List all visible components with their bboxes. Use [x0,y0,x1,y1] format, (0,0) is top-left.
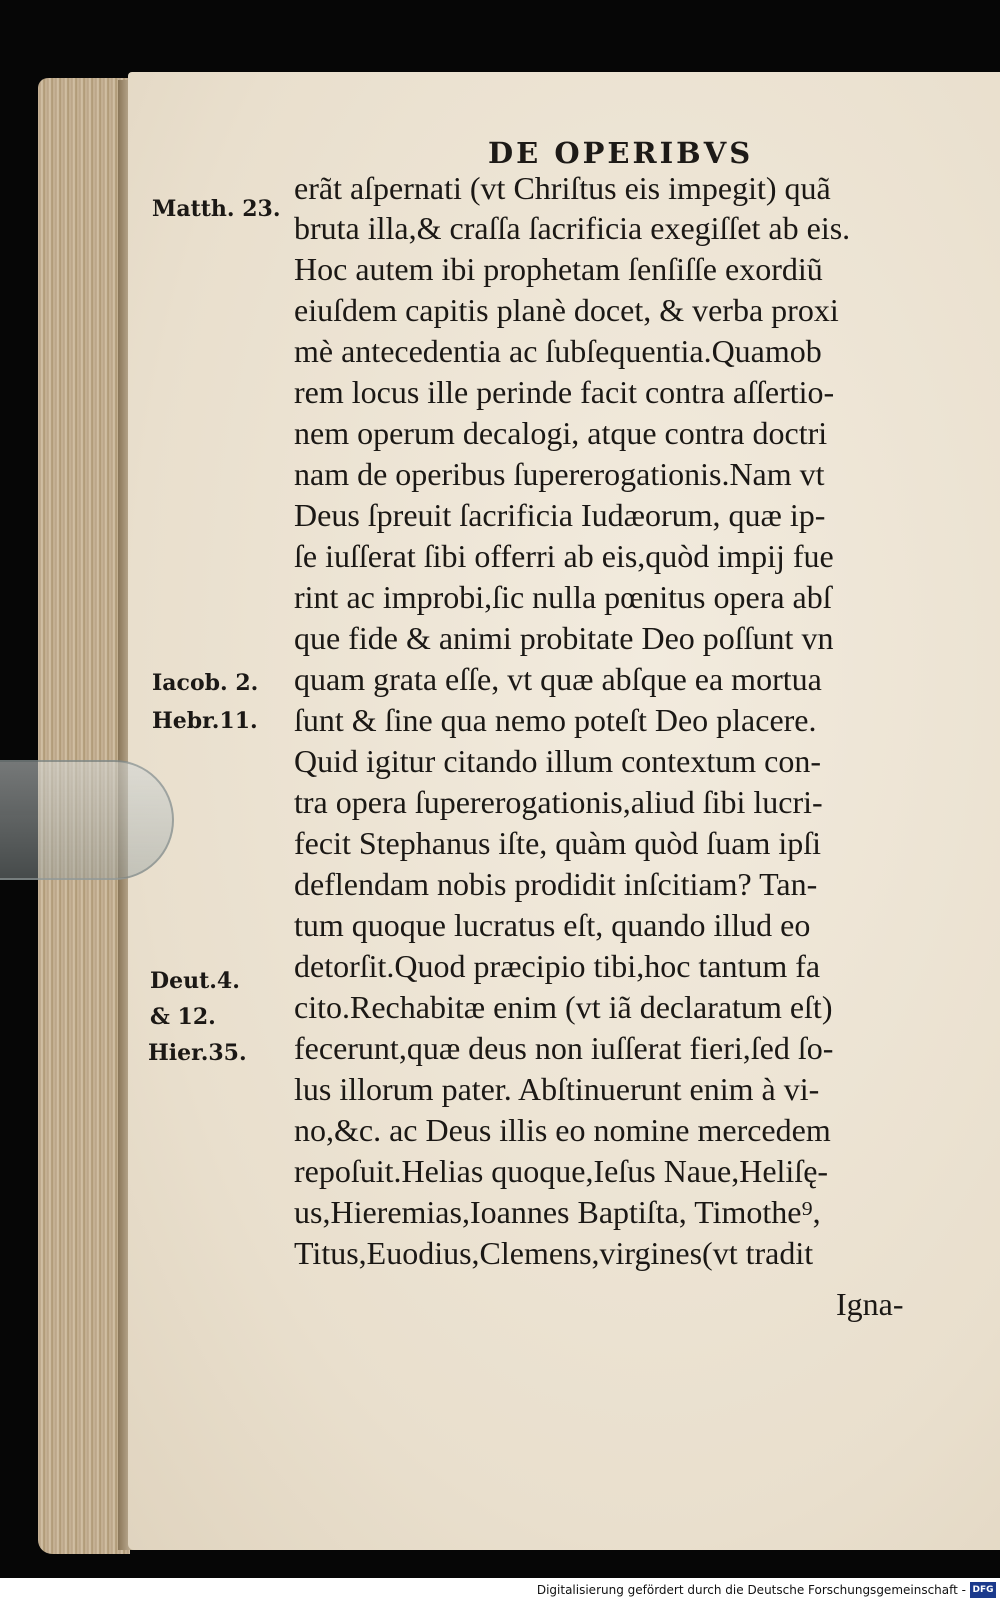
page-holder-clip [0,760,174,880]
text-line: us,Hieremias,Ioannes Baptiſta, Timothe⁹, [294,1194,821,1230]
text-line: detorſit.Quod præcipio tibi,hoc tantum fa [294,948,821,984]
text-line: Titus,Euodius,Clemens,virgines(vt tradit [294,1235,814,1271]
text-line: nam de operibus ſupererogationis.Nam vt [294,456,825,492]
text-line: eiuſdem capitis planè docet, & verba proxi [294,292,839,328]
text-line: bruta illa,& craſſa ſacrificia exegiſſet ab eis. [294,210,851,246]
text-line: deflendam nobis prodidit inſcitiam? Tan- [294,866,818,902]
text-line: Quid igitur citando illum contextum con- [294,743,822,779]
marginal-note-deut: Deut.4. [150,968,240,994]
text-line: quam grata eſſe, vt quæ abſque ea mortua [294,661,822,697]
text-line: cito.Rechabitæ enim (vt iã declaratum eſt) [294,989,833,1025]
text-line: fecerunt,quæ deus non iuſſerat fieri,ſed ſo- [294,1030,834,1066]
text-line: que fide & animi probitate Deo poſſunt vn [294,620,834,656]
digitization-footer [0,1578,1000,1606]
text-line: rint ac improbi,ſic nulla pœnitus opera abſ [294,579,832,615]
text-line: no,&c. ac Deus illis eo nomine mercedem [294,1112,831,1148]
text-line: nem operum decalogi, atque contra doctri [294,415,828,451]
text-line: mè antecedentia ac ſubſequentia.Quamob [294,333,822,369]
text-line: tra opera ſupererogationis,aliud ſibi lucri- [294,784,823,820]
text-line: erãt aſpernati (vt Chriſtus eis impegit) quã [294,170,831,206]
marginal-note-iacob: Iacob. 2. [152,670,259,696]
text-line: rem locus ille perinde facit contra aſſertio- [294,374,835,410]
text-line: fecit Stephanus iſte, quàm quòd ſuam ipſi [294,825,822,861]
text-line: Deus ſpreuit ſacrificia Iudæorum, quæ ip- [294,497,826,533]
funding-credit: Digitalisierung gefördert durch die Deutsche Forschungsgemeinschaft - [536,1583,966,1597]
dfg-logo[interactable]: DFG [970,1582,996,1598]
text-line: repoſuit.Helias quoque,Ieſus Naue,Heliſę- [294,1153,829,1189]
catchword: Igna- [836,1286,904,1322]
text-line: ſe iuſſerat ſibi offerri ab eis,quòd impij fue [294,538,834,574]
text-line: Hoc autem ibi prophetam ſenſiſſe exordiũ [294,251,823,287]
marginal-note-hebr: Hebr.11. [152,708,258,734]
text-line: lus illorum pater. Abſtinuerunt enim à vi- [294,1071,820,1107]
running-head: DE OPERIBVS [488,136,754,170]
text-line: ſunt & ſine qua nemo poteſt Deo placere. [294,702,817,738]
marginal-note-deut-12: & 12. [150,1004,216,1030]
text-line: tum quoque lucratus eſt, quando illud eo [294,907,811,943]
marginal-note-hier: Hier.35. [148,1040,247,1066]
marginal-note-matth: Matth. 23. [152,196,281,222]
